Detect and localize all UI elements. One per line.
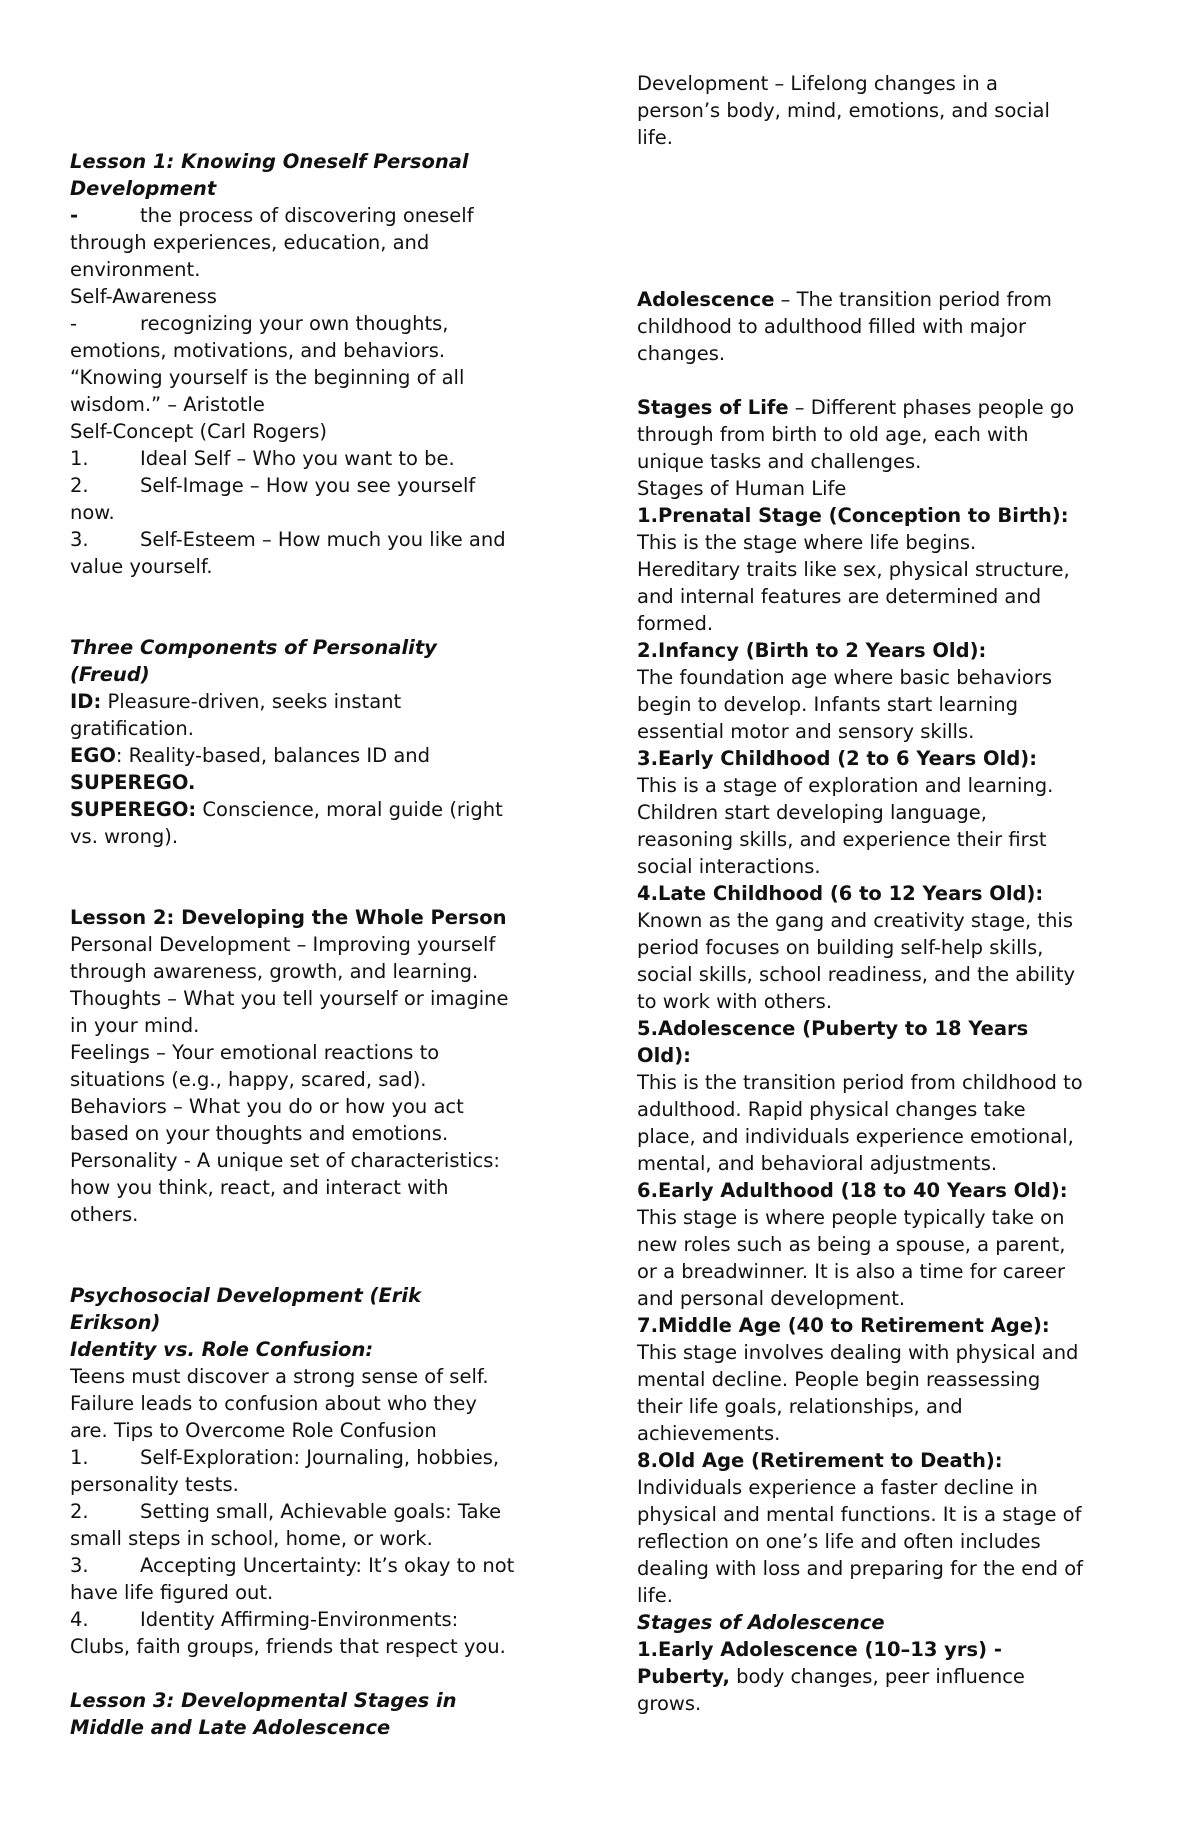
lesson2-title: Lesson 2: Developing the Whole Person xyxy=(70,906,507,929)
lesson1-title-cont: Development xyxy=(70,177,217,200)
right-column xyxy=(637,70,1142,1717)
text-line: wisdom.” – Aristotle xyxy=(70,393,265,416)
stage-early-adulthood-title: 6.Early Adulthood (18 to 40 Years Old): xyxy=(637,1179,1068,1202)
lesson1-definition: - the process of discovering oneself xyxy=(70,204,474,227)
text-line: and personal development. xyxy=(637,1287,906,1310)
list-item: 3. Accepting Uncertainty: It’s okay to not xyxy=(70,1554,515,1577)
text-line: their life goals, relationships, and xyxy=(637,1395,963,1418)
text-line: through awareness, growth, and learning. xyxy=(70,960,479,983)
erikson-title: Psychosocial Development (Erik xyxy=(70,1284,422,1307)
list-item: 4. Identity Affirming-Environments: xyxy=(70,1608,459,1631)
text-line: situations (e.g., happy, scared, sad). xyxy=(70,1068,427,1091)
aristotle-quote: “Knowing yourself is the beginning of all xyxy=(70,366,465,389)
stages-of-adolescence-heading: Stages of Adolescence xyxy=(637,1611,885,1634)
text-line: adulthood. Rapid physical changes take xyxy=(637,1098,1026,1121)
stages-of-life-definition: Stages of Life – Different phases people go xyxy=(637,396,1075,419)
stage-late-childhood-title: 4.Late Childhood (6 to 12 Years Old): xyxy=(637,882,1044,905)
list-item: 1. Ideal Self – Who you want to be. xyxy=(70,447,455,470)
text-line: Clubs, faith groups, friends that respect you. xyxy=(70,1635,506,1658)
dash-bullet: - xyxy=(70,204,79,227)
text-line: This is the transition period from childhood to xyxy=(637,1071,1083,1094)
ego-definition: EGO: Reality-based, balances ID and xyxy=(70,744,431,767)
text-line: others. xyxy=(70,1203,139,1226)
text-line: environment. xyxy=(70,258,201,281)
text-line: grows. xyxy=(637,1692,702,1715)
early-adolescence-title: 1.Early Adolescence (10–13 yrs) - xyxy=(637,1638,1002,1661)
development-definition: Development – Lifelong changes in a xyxy=(637,72,998,95)
text-line: value yourself. xyxy=(70,555,213,578)
text-line: This stage involves dealing with physical and xyxy=(637,1341,1079,1364)
text-line: new roles such as being a spouse, a parent, xyxy=(637,1233,1066,1256)
text-line: gratification. xyxy=(70,717,194,740)
text-line: reflection on one’s life and often includes xyxy=(637,1530,1041,1553)
text-line: how you think, react, and interact with xyxy=(70,1176,449,1199)
list-item: 3. Self-Esteem – How much you like and xyxy=(70,528,506,551)
text-line: Thoughts – What you tell yourself or imagine xyxy=(70,987,509,1010)
stage-prenatal-title: 1.Prenatal Stage (Conception to Birth): xyxy=(637,504,1069,527)
text-line: reasoning skills, and experience their first xyxy=(637,828,1047,851)
erikson-subtitle: Identity vs. Role Confusion: xyxy=(70,1338,374,1361)
early-adolescence-line: Puberty, body changes, peer influence xyxy=(637,1665,1025,1688)
lesson3-title: Lesson 3: Developmental Stages in xyxy=(70,1689,457,1712)
stage-middle-age-title: 7.Middle Age (40 to Retirement Age): xyxy=(637,1314,1050,1337)
self-awareness-heading: Self-Awareness xyxy=(70,285,217,308)
text-line: achievements. xyxy=(637,1422,781,1445)
text-line: This is the stage where life begins. xyxy=(637,531,977,554)
text-line: life. xyxy=(637,1584,673,1607)
text-line: small steps in school, home, or work. xyxy=(70,1527,433,1550)
list-item: 2. Setting small, Achievable goals: Take xyxy=(70,1500,502,1523)
text-line: Known as the gang and creativity stage, this xyxy=(637,909,1074,932)
stage-adolescence-title-cont: Old): xyxy=(637,1044,691,1067)
text-line: Feelings – Your emotional reactions to xyxy=(70,1041,440,1064)
text-line: begin to develop. Infants start learning xyxy=(637,693,1018,716)
text-line: mental, and behavioral adjustments. xyxy=(637,1152,998,1175)
text-line: This is a stage of exploration and learning. xyxy=(637,774,1054,797)
text-line: in your mind. xyxy=(70,1014,200,1037)
self-awareness-def: - recognizing your own thoughts, xyxy=(70,312,449,335)
text-line: SUPEREGO. xyxy=(70,771,196,794)
left-column xyxy=(70,148,570,1741)
erikson-title-cont: Erikson) xyxy=(70,1311,161,1334)
text-line: Personality - A unique set of characteristics: xyxy=(70,1149,500,1172)
text-line: essential motor and sensory skills. xyxy=(637,720,975,743)
text-line: through from birth to old age, each with xyxy=(637,423,1029,446)
text-line: This stage is where people typically take on xyxy=(637,1206,1065,1229)
text-line: are. Tips to Overcome Role Confusion xyxy=(70,1419,437,1442)
text-line: emotions, motivations, and behaviors. xyxy=(70,339,446,362)
text-line: Teens must discover a strong sense of self. xyxy=(70,1365,489,1388)
stages-human-life-heading: Stages of Human Life xyxy=(637,477,847,500)
text-line: dealing with loss and preparing for the end of xyxy=(637,1557,1084,1580)
text-line: formed. xyxy=(637,612,714,635)
dash-bullet: - xyxy=(70,312,78,335)
list-item: 1. Self-Exploration: Journaling, hobbies, xyxy=(70,1446,500,1469)
text-line: life. xyxy=(637,126,673,149)
text-line: unique tasks and challenges. xyxy=(637,450,922,473)
text-line: childhood to adulthood filled with major xyxy=(637,315,1026,338)
text-line: Personal Development – Improving yourself xyxy=(70,933,496,956)
superego-definition: SUPEREGO: Conscience, moral guide (right xyxy=(70,798,503,821)
adolescence-definition: Adolescence – The transition period from xyxy=(637,288,1052,311)
stage-infancy-title: 2.Infancy (Birth to 2 Years Old): xyxy=(637,639,987,662)
freud-title-cont: (Freud) xyxy=(70,663,150,686)
stage-old-age-title: 8.Old Age (Retirement to Death): xyxy=(637,1449,1003,1472)
text-line: have life figured out. xyxy=(70,1581,274,1604)
list-item: 2. Self-Image – How you see yourself xyxy=(70,474,476,497)
freud-title: Three Components of Personality xyxy=(70,636,437,659)
text-line: changes. xyxy=(637,342,726,365)
text-line: based on your thoughts and emotions. xyxy=(70,1122,449,1145)
lesson1-title: Lesson 1: Knowing Oneself Personal xyxy=(70,150,469,173)
text-line: place, and individuals experience emotional, xyxy=(637,1125,1074,1148)
self-concept-heading: Self-Concept (Carl Rogers) xyxy=(70,420,328,443)
id-definition: ID: Pleasure-driven, seeks instant xyxy=(70,690,402,713)
stage-early-childhood-title: 3.Early Childhood (2 to 6 Years Old): xyxy=(637,747,1037,770)
text-line: Individuals experience a faster decline in xyxy=(637,1476,1038,1499)
text-line: and internal features are determined and xyxy=(637,585,1042,608)
text-line: The foundation age where basic behaviors xyxy=(637,666,1053,689)
text-line: social skills, school readiness, and the ability xyxy=(637,963,1076,986)
text-line: vs. wrong). xyxy=(70,825,179,848)
text-line: Children start developing language, xyxy=(637,801,987,824)
text-line: personality tests. xyxy=(70,1473,239,1496)
text-line: Behaviors – What you do or how you act xyxy=(70,1095,464,1118)
stage-adolescence-title: 5.Adolescence (Puberty to 18 Years xyxy=(637,1017,1029,1040)
text-line: Hereditary traits like sex, physical structure, xyxy=(637,558,1070,581)
text-line: person’s body, mind, emotions, and social xyxy=(637,99,1050,122)
text-line: or a breadwinner. It is also a time for career xyxy=(637,1260,1066,1283)
text-line: Failure leads to confusion about who they xyxy=(70,1392,477,1415)
text-line: now. xyxy=(70,501,115,524)
text-line: social interactions. xyxy=(637,855,821,878)
lesson3-title-cont: Middle and Late Adolescence xyxy=(70,1716,391,1739)
text-line: physical and mental functions. It is a stage of xyxy=(637,1503,1082,1526)
text-line: mental decline. People begin reassessing xyxy=(637,1368,1041,1391)
text-line: period focuses on building self-help skills, xyxy=(637,936,1044,959)
text-line: to work with others. xyxy=(637,990,833,1013)
text-line: through experiences, education, and xyxy=(70,231,430,254)
